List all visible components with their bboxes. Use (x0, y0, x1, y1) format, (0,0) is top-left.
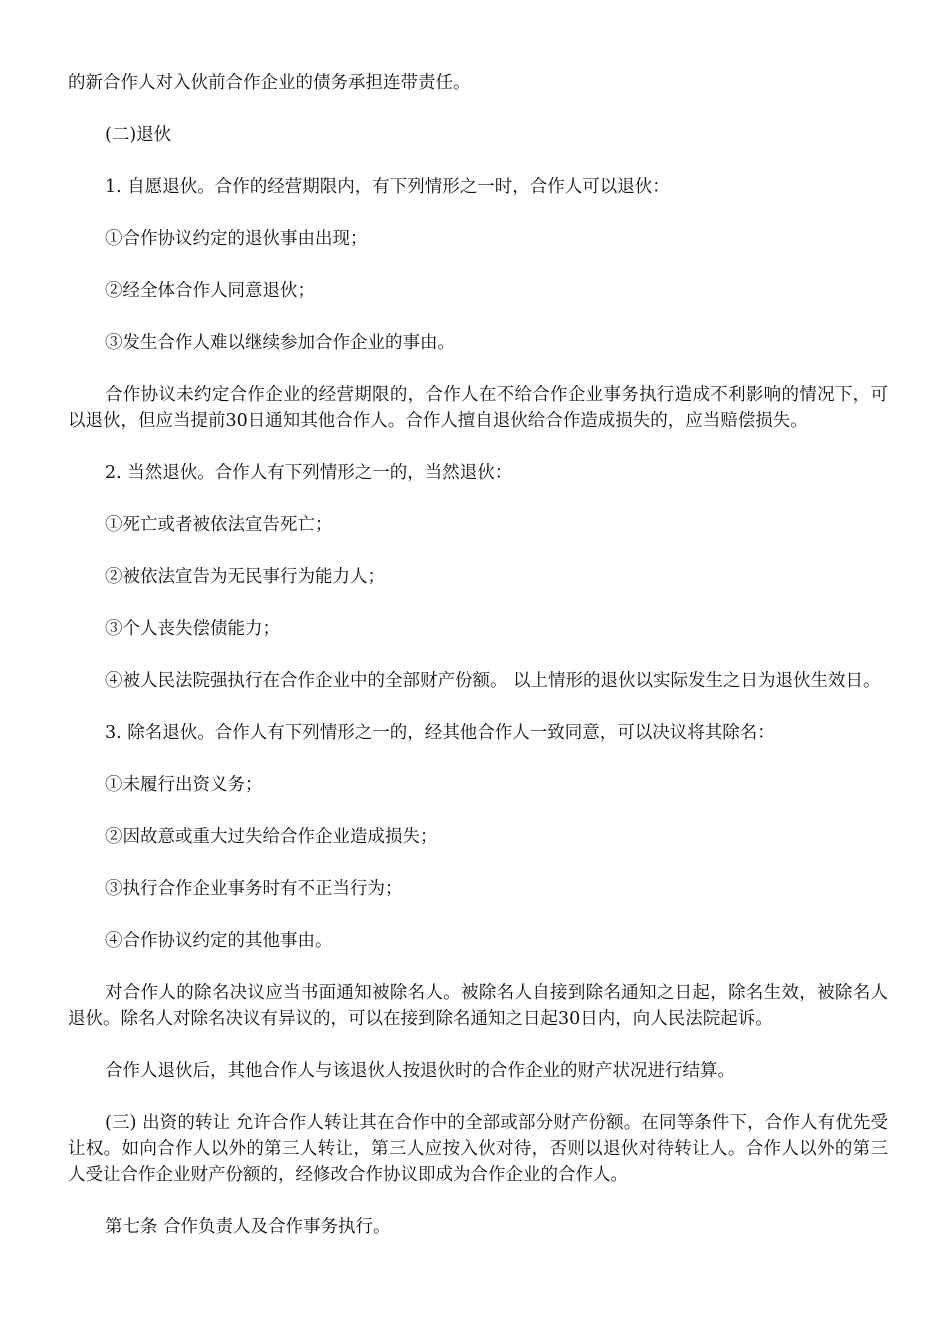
list-item: ①死亡或者被依法宣告死亡； (105, 515, 333, 535)
paragraph: 合作协议未约定合作企业的经营期限的，合作人在不给合作企业事务执行造成不利影响的情况下，可以退伙，但应当提前30日通知其他合作人。合作人擅自退伙给合作造成损失的，应当赔偿损失。 (68, 385, 888, 431)
list-item: ③发生合作人难以继续参加合作企业的事由。 (105, 333, 455, 353)
list-item: ④合作协议约定的其他事由。 (105, 931, 333, 951)
paragraph: 合作人退伙后，其他合作人与该退伙人按退伙时的合作企业的财产状况进行结算。 (105, 1061, 735, 1081)
paragraph: 对合作人的除名决议应当书面通知被除名人。被除名人自接到除名通知之日起，除名生效，被除名人退伙。除名人对除名决议有异议的，可以在接到除名通知之日起30日内，向人民法院起诉。 (68, 983, 888, 1029)
article-heading: 第七条 合作负责人及合作事务执行。 (105, 1217, 391, 1237)
list-item: ③执行合作企业事务时有不正当行为； (105, 879, 403, 899)
list-item: ②被依法宣告为无民事行为能力人； (105, 567, 385, 587)
list-item: ③个人丧失偿债能力； (105, 619, 280, 639)
paragraph: 的新合作人对入伙前合作企业的债务承担连带责任。 (68, 73, 471, 93)
list-item: ①未履行出资义务； (105, 775, 263, 795)
paragraph: 3. 除名退伙。合作人有下列情形之一的，经其他合作人一致同意，可以决议将其除名： (105, 723, 775, 743)
section-heading-withdrawal: (二)退伙 (105, 125, 172, 145)
paragraph: 2. 当然退伙。合作人有下列情形之一的，当然退伙： (105, 463, 513, 483)
list-item: ①合作协议约定的退伙事由出现； (105, 229, 368, 249)
list-item: ②因故意或重大过失给合作企业造成损失； (105, 827, 438, 847)
document-page (68, 70, 888, 1266)
list-item: ④被人民法院强执行在合作企业中的全部财产份额。 以上情形的退伙以实际发生之日为退伙生效日。 (105, 671, 881, 691)
section-heading-transfer: (三) 出资的转让 允许合作人转让其在合作中的全部或部分财产份额。在同等条件下，合作人有优先受让权。如向合作人以外的第三人转让，第三人应按入伙对待，否则以退伙对待转让人。合作人以外的第三人受让合作企业财产份额的，经修改合作协议即成为合作企业的合作人。 (68, 1113, 888, 1185)
paragraph: 1. 自愿退伙。合作的经营期限内，有下列情形之一时，合作人可以退伙： (105, 177, 670, 197)
list-item: ②经全体合作人同意退伙； (105, 281, 315, 301)
